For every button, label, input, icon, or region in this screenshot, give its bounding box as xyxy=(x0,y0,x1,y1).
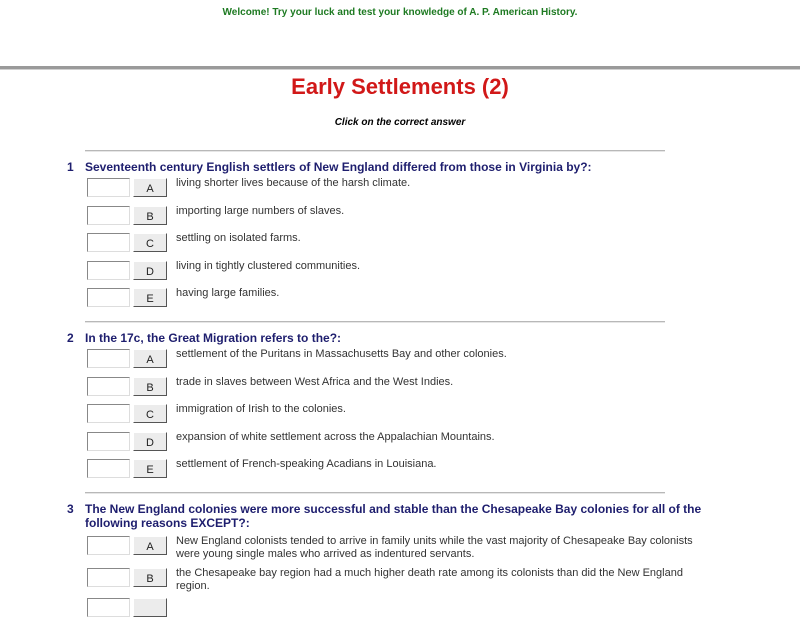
answer-text: living in tightly clustered communities. xyxy=(176,260,361,272)
question-3 xyxy=(67,502,727,530)
answer-button[interactable]: C xyxy=(133,233,167,252)
answer-button[interactable]: E xyxy=(133,288,167,307)
answer-button[interactable]: D xyxy=(133,432,167,451)
answer-button[interactable]: A xyxy=(133,349,167,368)
answer-result-field[interactable] xyxy=(87,178,130,197)
answer-text: the Chesapeake bay region had a much higher death rate among its colonists than did the New England region. xyxy=(176,567,683,592)
answer-text: immigration of Irish to the colonies. xyxy=(176,403,346,415)
answer-button[interactable]: A xyxy=(133,536,167,555)
answer-result-field[interactable] xyxy=(87,349,130,368)
page-title: Early Settlements (2) xyxy=(291,74,509,99)
question-number: 2 xyxy=(67,331,74,345)
answer-button[interactable]: D xyxy=(133,261,167,280)
answer-text: settlement of French-speaking Acadians in Louisiana. xyxy=(176,458,437,470)
question-1 xyxy=(67,160,727,174)
question-text: The New England colonies were more successful and stable than the Chesapeake Bay colonies for all of the following reasons EXCEPT?: xyxy=(85,502,702,530)
answer-text: importing large numbers of slaves. xyxy=(176,205,345,217)
answer-result-field[interactable] xyxy=(87,206,130,225)
answer-text: expansion of white settlement across the Appalachian Mountains. xyxy=(176,431,495,443)
divider xyxy=(0,66,800,70)
answer-button[interactable] xyxy=(133,598,167,617)
answer-result-field[interactable] xyxy=(87,459,130,478)
answer-text: trade in slaves between West Africa and the West Indies. xyxy=(176,376,454,388)
welcome-text: Welcome! Try your luck and test your knowledge of A. P. American History. xyxy=(222,7,578,18)
question-divider xyxy=(85,150,665,152)
answer-result-field[interactable] xyxy=(87,568,130,587)
answer-result-field[interactable] xyxy=(87,233,130,252)
answer-result-field[interactable] xyxy=(87,404,130,423)
question-2 xyxy=(67,331,727,345)
answer-text: living shorter lives because of the harsh climate. xyxy=(176,177,411,189)
answer-text: settling on isolated farms. xyxy=(176,232,301,244)
answer-button[interactable]: E xyxy=(133,459,167,478)
answer-button[interactable]: C xyxy=(133,404,167,423)
question-number: 3 xyxy=(67,502,74,516)
answer-button[interactable]: B xyxy=(133,206,167,225)
answer-result-field[interactable] xyxy=(87,377,130,396)
answer-text: having large families. xyxy=(176,287,280,299)
question-text: In the 17c, the Great Migration refers to the?: xyxy=(85,331,342,345)
answer-result-field[interactable] xyxy=(87,288,130,307)
answer-button[interactable]: B xyxy=(133,568,167,587)
instruction: Click on the correct answer xyxy=(334,117,466,128)
answer-result-field[interactable] xyxy=(87,432,130,451)
question-text: Seventeenth century English settlers of New England differed from those in Virginia by?: xyxy=(85,160,592,174)
answer-result-field[interactable] xyxy=(87,536,130,555)
answer-result-field[interactable] xyxy=(87,598,130,617)
answer-text: New England colonists tended to arrive in family units while the vast majority of Chesapeake Bay colonists were young single males who arrived as indentured servants. xyxy=(176,535,693,560)
question-divider xyxy=(85,492,665,494)
answer-text: settlement of the Puritans in Massachusetts Bay and other colonies. xyxy=(176,348,507,360)
answer-result-field[interactable] xyxy=(87,261,130,280)
question-divider xyxy=(85,321,665,323)
answer-button[interactable]: A xyxy=(133,178,167,197)
answer-button[interactable]: B xyxy=(133,377,167,396)
question-number: 1 xyxy=(67,160,74,174)
